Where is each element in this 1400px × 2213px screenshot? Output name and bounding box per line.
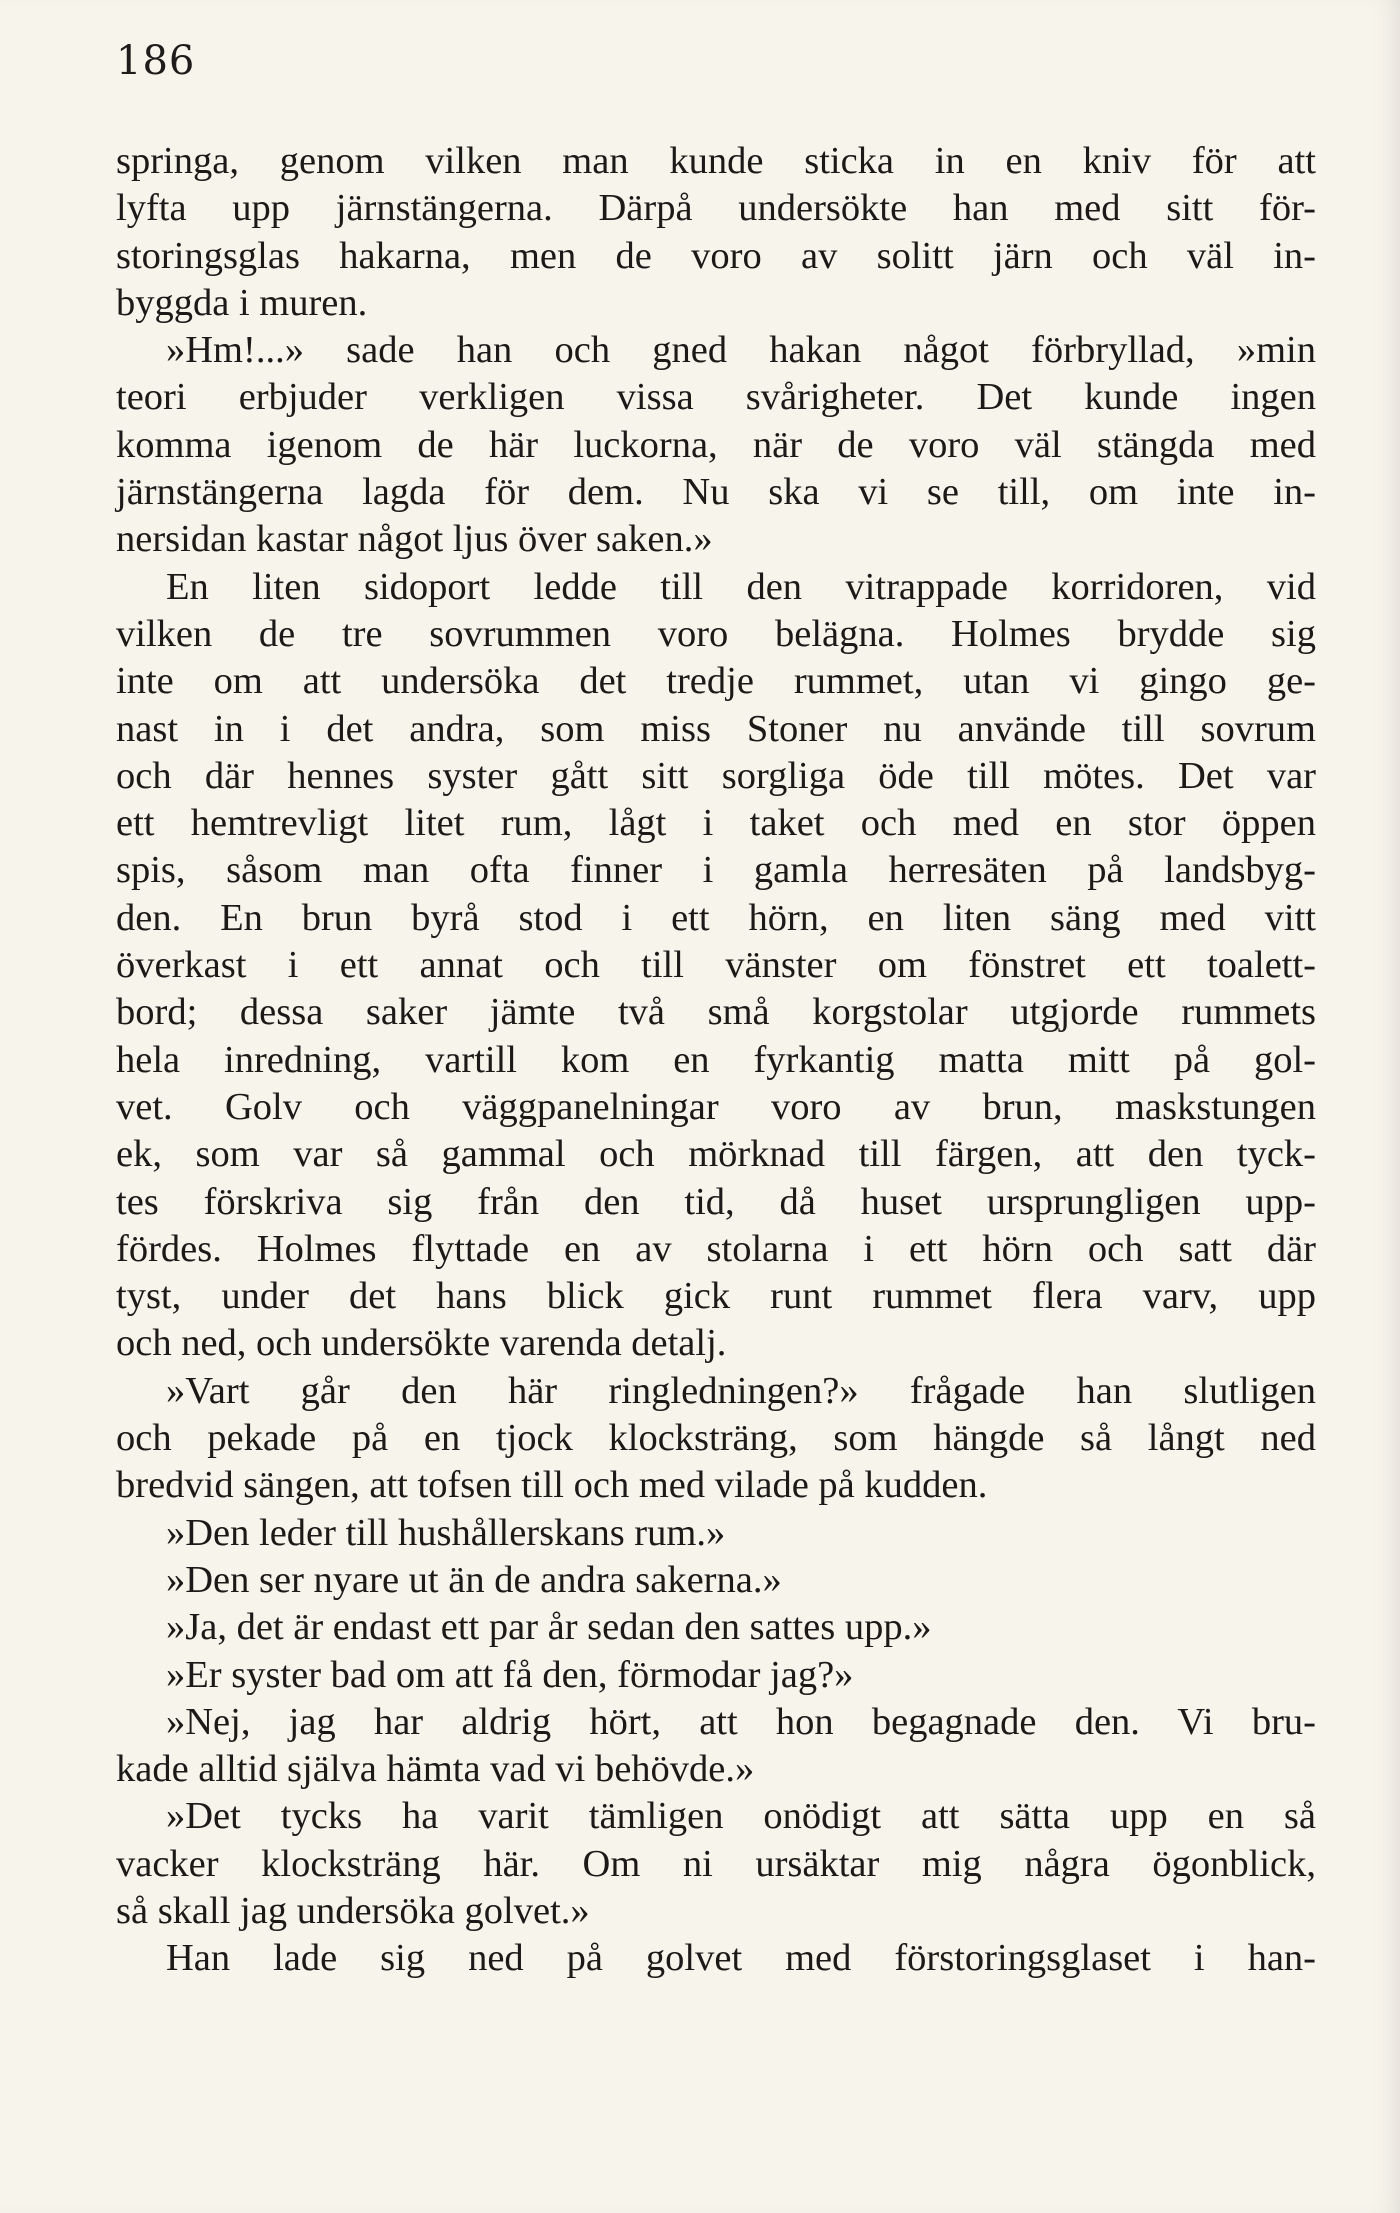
text-line: och där hennes syster gått sitt sorgliga öde till mötes. Det var (116, 754, 1316, 797)
text-line: vet. Golv och väggpanelningar voro av brun, maskstungen (116, 1085, 1316, 1128)
text-line: »Det tycks ha varit tämligen onödigt att sätta upp en så (166, 1795, 1316, 1838)
text-line: tes förskriva sig från den tid, då huset ursprungligen upp- (116, 1180, 1316, 1223)
text-line: och pekade på en tjock klocksträng, som hängde så långt ned (116, 1417, 1316, 1460)
text-line: lyfta upp järnstängerna. Därpå undersökte han med sitt för- (116, 187, 1316, 230)
text-line: komma igenom de här luckorna, när de voro väl stängda med (116, 423, 1316, 466)
text-line: »Er syster bad om att få den, förmodar jag?» (166, 1653, 854, 1696)
text-line: fördes. Holmes flyttade en av stolarna i ett hörn och satt där (116, 1227, 1316, 1270)
text-line: Han lade sig ned på golvet med förstoringsglaset i han- (166, 1937, 1316, 1980)
text-line: vacker klocksträng här. Om ni ursäktar mig några ögonblick, (116, 1842, 1316, 1885)
text-line: »Den leder till hushållerskans rum.» (166, 1511, 726, 1554)
body-text (116, 138, 1316, 1983)
text-line: »Den ser nyare ut än de andra sakerna.» (166, 1558, 782, 1601)
text-line: spis, såsom man ofta finner i gamla herresäten på landsbyg- (116, 849, 1316, 892)
text-line: och ned, och undersökte varenda detalj. (116, 1322, 727, 1365)
text-line: den. En brun byrå stod i ett hörn, en liten säng med vitt (116, 896, 1316, 939)
text-line: nast in i det andra, som miss Stoner nu använde till sovrum (116, 707, 1316, 750)
text-line: »Ja, det är endast ett par år sedan den sattes upp.» (166, 1606, 932, 1649)
text-line: nersidan kastar något ljus över saken.» (116, 518, 713, 561)
text-line: hela inredning, vartill kom en fyrkantig matta mitt på gol- (116, 1038, 1316, 1081)
text-line: bord; dessa saker jämte två små korgstolar utgjorde rummets (116, 991, 1316, 1034)
text-line: springa, genom vilken man kunde sticka in en kniv för att (116, 140, 1316, 182)
text-line: inte om att undersöka det tredje rummet, utan vi gingo ge- (116, 660, 1316, 703)
text-line: teori erbjuder verkligen vissa svårigheter. Det kunde ingen (116, 376, 1316, 419)
text-line: ett hemtrevligt litet rum, lågt i taket och med en stor öppen (116, 802, 1316, 845)
text-line: »Hm!...» sade han och gned hakan något förbryllad, »min (166, 329, 1316, 372)
text-line: En liten sidoport ledde till den vitrappade korridoren, vid (166, 565, 1316, 608)
text-line: »Vart går den här ringledningen?» frågade han slutligen (166, 1369, 1316, 1412)
text-line: byggda i muren. (116, 281, 368, 324)
text-line: ek, som var så gammal och mörknad till färgen, att den tyck- (116, 1133, 1316, 1176)
text-line: så skall jag undersöka golvet.» (116, 1889, 590, 1932)
text-line: vilken de tre sovrummen voro belägna. Holmes brydde sig (116, 612, 1316, 655)
text-line: »Nej, jag har aldrig hört, att hon begagnade den. Vi bru- (166, 1700, 1316, 1743)
page-number: 186 (116, 38, 196, 84)
text-line: kade alltid själva hämta vad vi behövde.» (116, 1748, 755, 1791)
text-line: överkast i ett annat och till vänster om fönstret ett toalett- (116, 944, 1316, 987)
text-line: bredvid sängen, att tofsen till och med vilade på kudden. (116, 1464, 988, 1507)
text-line: tyst, under det hans blick gick runt rummet flera varv, upp (116, 1275, 1316, 1318)
text-line: storingsglas hakarna, men de voro av solitt järn och väl in- (116, 234, 1316, 277)
text-line: järnstängerna lagda för dem. Nu ska vi se till, om inte in- (116, 471, 1316, 514)
